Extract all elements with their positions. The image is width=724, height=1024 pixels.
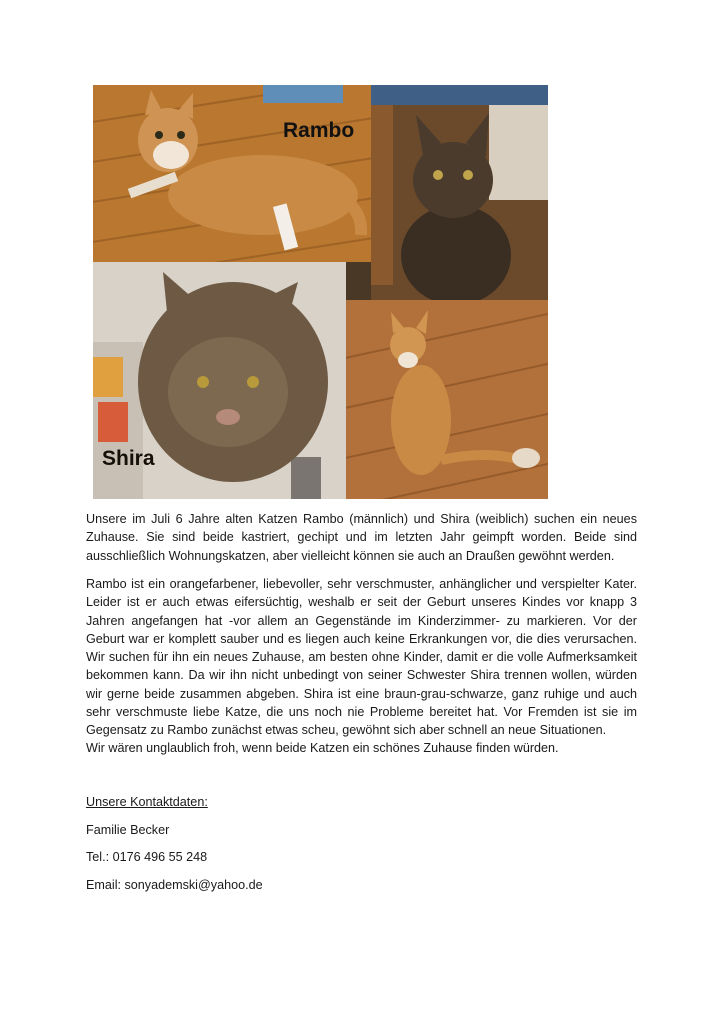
- photo-shira-sitting: [371, 85, 548, 300]
- description-paragraph: Rambo ist ein orangefarbener, liebevoller, sehr verschmuster, anhänglicher und verspielter Kater. Leider ist er auch etwas eifersüchtig, weshalb er seit der Geburt unseres Kindes vor knapp 3 Jahren angefangen hat -vor allem an Gegenstände im Kinderzimmer- zu markieren. Vor der Geburt war er komplett sauber und es liegen auch keine Erkrankungen vor, die dies verursachen. Wir suchen für ihn ein neues Zuhause, am besten ohne Kinder, damit er die volle Aufmerksamkeit bekommen kann. Da wir ihn nicht unbedingt von seiner Schwester Shira trennen wollen, würden wir gerne beide zusammen abgeben. Shira ist eine braun-grau-schwarze, ganz ruhige und auch sehr verschmuste liebe Katze, die uns noch nie Probleme bereitet hat. Vor Fremden ist sie im Gegensatz zu Rambo zunächst etwas scheu, gewöhnt sich aber schnell an neue Situationen.: [86, 577, 637, 738]
- intro-paragraph: Unsere im Juli 6 Jahre alten Katzen Rambo (männlich) und Shira (weiblich) suchen ein neues Zuhause. Sie sind beide kastriert, gechipt und im letzten Jahr geimpft worden. Beide sind ausschließlich Wohnungskatzen, aber vielleicht können sie auch an Draußen gewöhnt werden.: [86, 512, 637, 563]
- photo-collage: [93, 85, 548, 499]
- contact-phone: Tel.: 0176 496 55 248: [86, 850, 208, 864]
- contact-heading: Unsere Kontaktdaten:: [86, 795, 208, 809]
- photo-rambo-sitting: [346, 300, 548, 499]
- contact-family: Familie Becker: [86, 823, 170, 837]
- photo-label-shira: Shira: [102, 447, 155, 470]
- contact-email: Email: sonyademski@yahoo.de: [86, 878, 263, 892]
- closing-paragraph: Wir wären unglaublich froh, wenn beide Katzen ein schönes Zuhause finden würden.: [86, 741, 559, 755]
- photo-rambo-lying: [93, 85, 371, 262]
- photo-label-rambo: Rambo: [283, 119, 355, 142]
